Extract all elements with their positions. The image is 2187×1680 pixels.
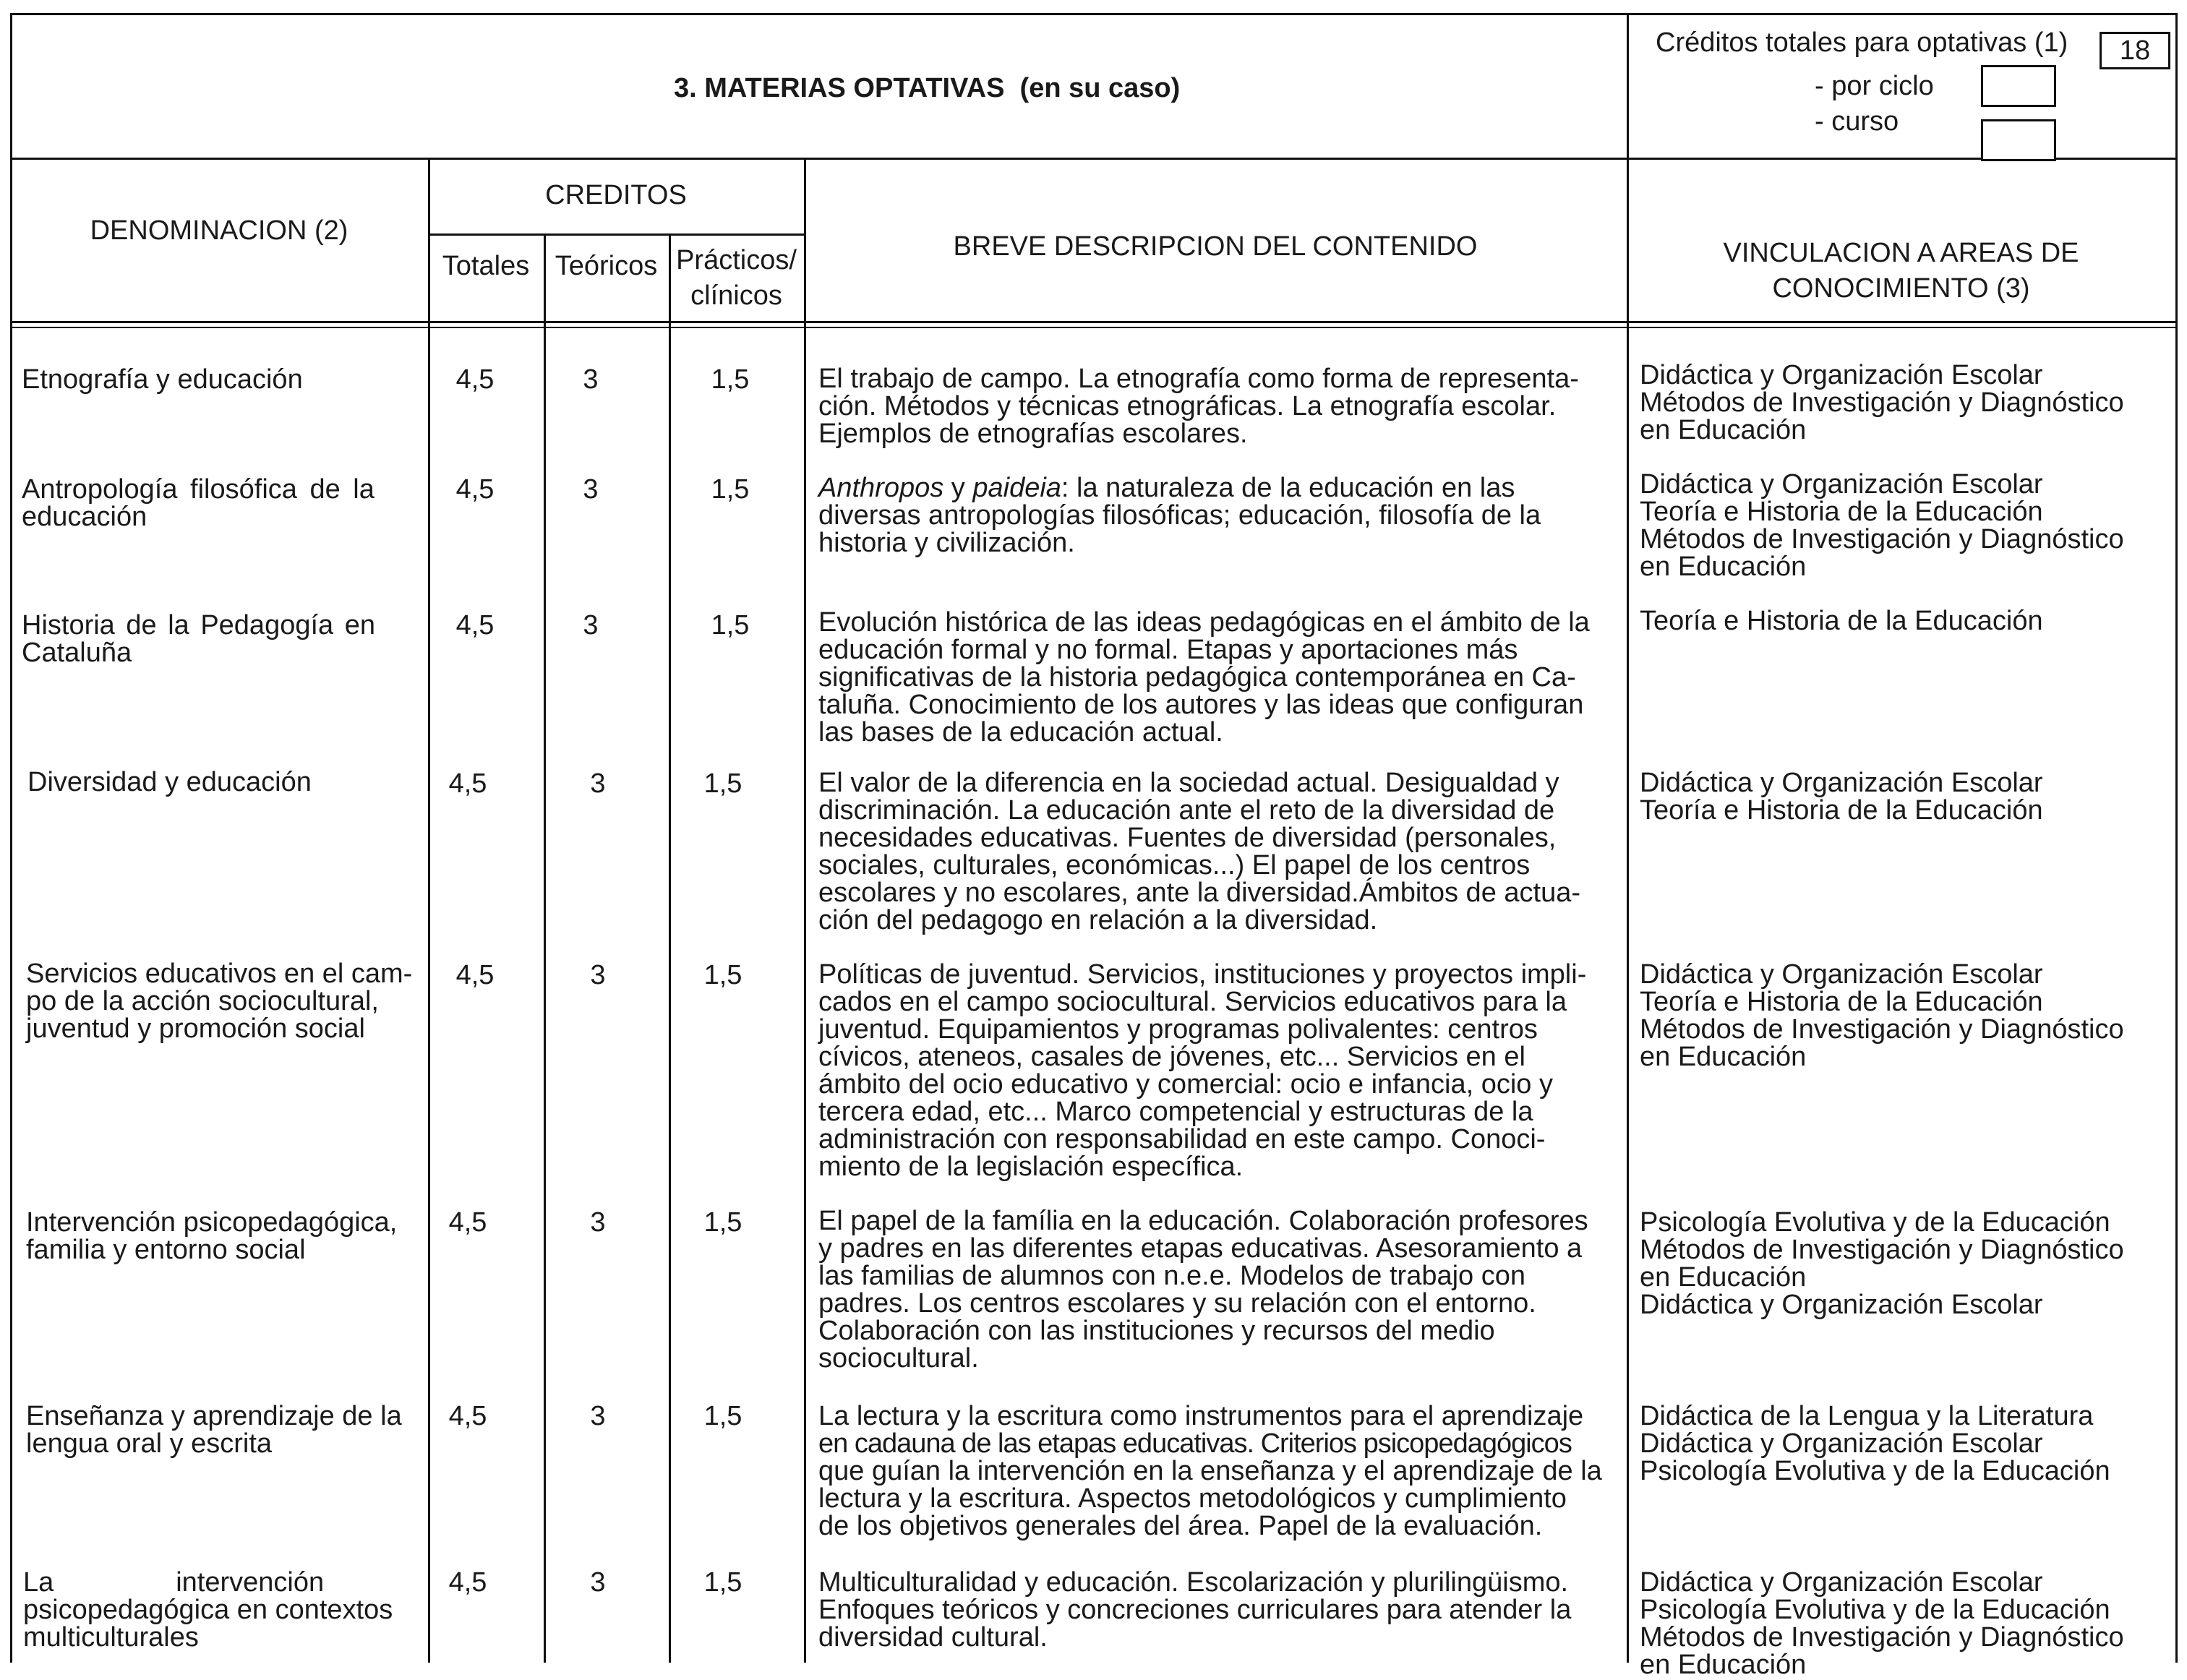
row-description: El valor de la diferencia en la sociedad actual. Desigualdad y discriminación. La educación ante el reto de la diversidad de necesidades educativas. Fuentes de diversidad (personales, sociales, culturales, económicas...) El papel de los centros escolares y no escolares, ante la diversidad.Ámbitos de actua- ción del pedagogo en relación a la diversidad.	[818, 768, 1580, 935]
row-areas: Didáctica y Organización Escolar Teoría e Historia de la Educación Métodos de Investigación y Diagnóstico en Educación	[1640, 469, 2124, 582]
row-teoricos: 3	[583, 610, 599, 640]
table-row	[22, 366, 416, 393]
row-description: El papel de la família en la educación. Colaboración profesores y padres en las diferentes etapas educativas. Asesoramiento a las familias de alumnos con n.e.e. Modelos de trabajo con padres. Los centros escolares y su relación con el entorno. Colaboración con las instituciones y recursos del medio sociocultural.	[818, 1206, 1588, 1373]
row-totales: 4,5	[448, 1401, 487, 1431]
row-areas: Didáctica de la Lengua y la Literatura Didáctica y Organización Escolar Psicología Evolutiva y de la Educación	[1640, 1401, 2110, 1486]
row-teoricos: 3	[590, 1567, 606, 1598]
section-title: 3. MATERIAS OPTATIVAS (en su caso)	[674, 73, 1181, 103]
table-row: Enseñanza y aprendizaje de la lengua oral y escrita	[26, 1401, 402, 1459]
row-teoricos: 3	[590, 1401, 606, 1431]
curso-box	[1981, 119, 2056, 161]
row-description: El trabajo de campo. La etnografía como forma de representa- ción. Métodos y técnicas etnográficas. La etnografía escolar. Ejemplos de etnografías escolares.	[818, 364, 1579, 449]
row-description: La lectura y la escritura como instrumentos para el aprendizaje en cadauna de las etapas educativas. Criterios psicopedagógicos que guían la intervención en la enseñanza y el aprendizaje de la lectura y la escritura. Aspectos metodológicos y cumplimiento de los objetivos generales del área. Papel de la evaluación.	[818, 1401, 1602, 1541]
table-row: Intervención psicopedagógica, familia y entorno social	[26, 1207, 398, 1265]
column-header-bottom-2	[10, 327, 2178, 328]
row-description: Evolución histórica de las ideas pedagógicas en el ámbito de la educación formal y no formal. Etapas y aportaciones más significativas de la historia pedagógica contemporánea en Ca- taluña. Conocimiento de los autores y las ideas que configuran las bases de la educación actual.	[818, 607, 1590, 747]
table-top-border	[10, 13, 2178, 15]
col-header-vinculacion-2: CONOCIMIENTO (3)	[1772, 273, 2030, 304]
row-practicos: 1,5	[711, 364, 750, 395]
col-header-practicos-2: clínicos	[690, 280, 782, 311]
curso-label: - curso	[1815, 106, 1899, 137]
row-areas: Teoría e Historia de la Educación	[1640, 606, 2043, 636]
row-teoricos: 3	[590, 960, 606, 990]
credits-total-value: 18	[2119, 35, 2151, 66]
row-areas: Didáctica y Organización Escolar Métodos de Investigación y Diagnóstico en Educación	[1640, 360, 2124, 445]
table-row: La intervención psicopedagógica en contextos multiculturales	[23, 1567, 393, 1653]
row-teoricos: 3	[583, 364, 599, 395]
row-totales: 4,5	[448, 1567, 487, 1598]
table-left-border	[10, 13, 12, 1663]
credits-total-label: Créditos totales para optativas (1)	[1656, 27, 2068, 58]
row-totales: 4,5	[455, 364, 495, 395]
creditos-subheader-line	[428, 233, 804, 236]
row-teoricos: 3	[590, 1207, 606, 1238]
col-header-practicos-1: Prácticos/	[676, 245, 797, 275]
row-practicos: 1,5	[703, 960, 742, 990]
col-header-creditos: CREDITOS	[545, 180, 687, 210]
row-teoricos: 3	[590, 768, 606, 799]
row-areas: Didáctica y Organización Escolar Psicología Evolutiva y de la Educación Métodos de Investigación y Diagnóstico en Educación	[1640, 1567, 2124, 1680]
row-totales: 4,5	[455, 474, 495, 505]
table-row: Servicios educativos en el cam- po de la acción sociocultural, juventud y promoción social	[26, 959, 413, 1044]
table-row: Historia de la Pedagogía en Cataluña	[22, 610, 375, 668]
row-areas: Didáctica y Organización Escolar Teoría e Historia de la Educación Métodos de Investigación y Diagnóstico en Educación	[1640, 959, 2124, 1072]
row-practicos: 1,5	[703, 1207, 742, 1238]
table-right-border	[2175, 13, 2178, 1663]
table-row: Diversidad y educación	[27, 767, 312, 797]
row-practicos: 1,5	[703, 1567, 742, 1598]
row-totales: 4,5	[455, 960, 495, 990]
row-name-line: Etnografía y educación	[22, 364, 303, 395]
col-header-descripcion: BREVE DESCRIPCION DEL CONTENIDO	[953, 231, 1478, 262]
row-practicos: 1,5	[703, 768, 742, 799]
row-totales: 4,5	[455, 610, 495, 640]
col-divider-practicos	[804, 158, 806, 1663]
row-practicos: 1,5	[711, 474, 750, 505]
col-header-teoricos: Teóricos	[555, 251, 658, 281]
column-header-bottom	[10, 321, 2178, 323]
col-header-vinculacion-1: VINCULACION A AREAS DE	[1723, 238, 2079, 268]
credits-total-box	[2100, 32, 2170, 69]
row-areas: Psicología Evolutiva y de la Educación Métodos de Investigación y Diagnóstico en Educación Didáctica y Organización Escolar	[1640, 1207, 2124, 1320]
header-separator	[10, 158, 2178, 160]
row-practicos: 1,5	[703, 1401, 742, 1431]
row-totales: 4,5	[448, 1207, 487, 1238]
col-divider-teoricos	[669, 233, 671, 1663]
table-row: Antropología filosófica de la educación	[22, 474, 375, 532]
row-totales: 4,5	[448, 768, 487, 799]
row-description: Anthropos y paideia: la naturaleza de la educación en las diversas antropologías filosóficas; educación, filosofía de la historia y civilización.	[818, 473, 1541, 558]
col-divider-totales	[544, 233, 546, 1663]
row-description: Multiculturalidad y educación. Escolarización y plurilingüismo. Enfoques teóricos y concreciones curriculares para atender la diversidad cultural.	[818, 1567, 1572, 1653]
row-teoricos: 3	[583, 474, 599, 505]
por-ciclo-box	[1981, 65, 2056, 107]
row-description: Políticas de juventud. Servicios, instituciones y proyectos impli- cados en el campo sociocultural. Servicios educativos para la juventud. Equipamientos y programas polivalentes: centros cívicos, ateneos, casales de jóvenes, etc... Servicios en el ámbito del ocio educativo y comercial: ocio e infancia, ocio y tercera edad, etc... Marco competencial y estructuras de la administración con responsabilidad en este campo. Conoci- miento de la legislación específica.	[818, 959, 1587, 1182]
row-areas: Didáctica y Organización Escolar Teoría e Historia de la Educación	[1640, 768, 2043, 826]
por-ciclo-label: - por ciclo	[1815, 71, 1934, 101]
col-header-denominacion: DENOMINACION (2)	[90, 215, 348, 246]
row-practicos: 1,5	[711, 610, 750, 640]
col-header-totales: Totales	[442, 251, 530, 281]
